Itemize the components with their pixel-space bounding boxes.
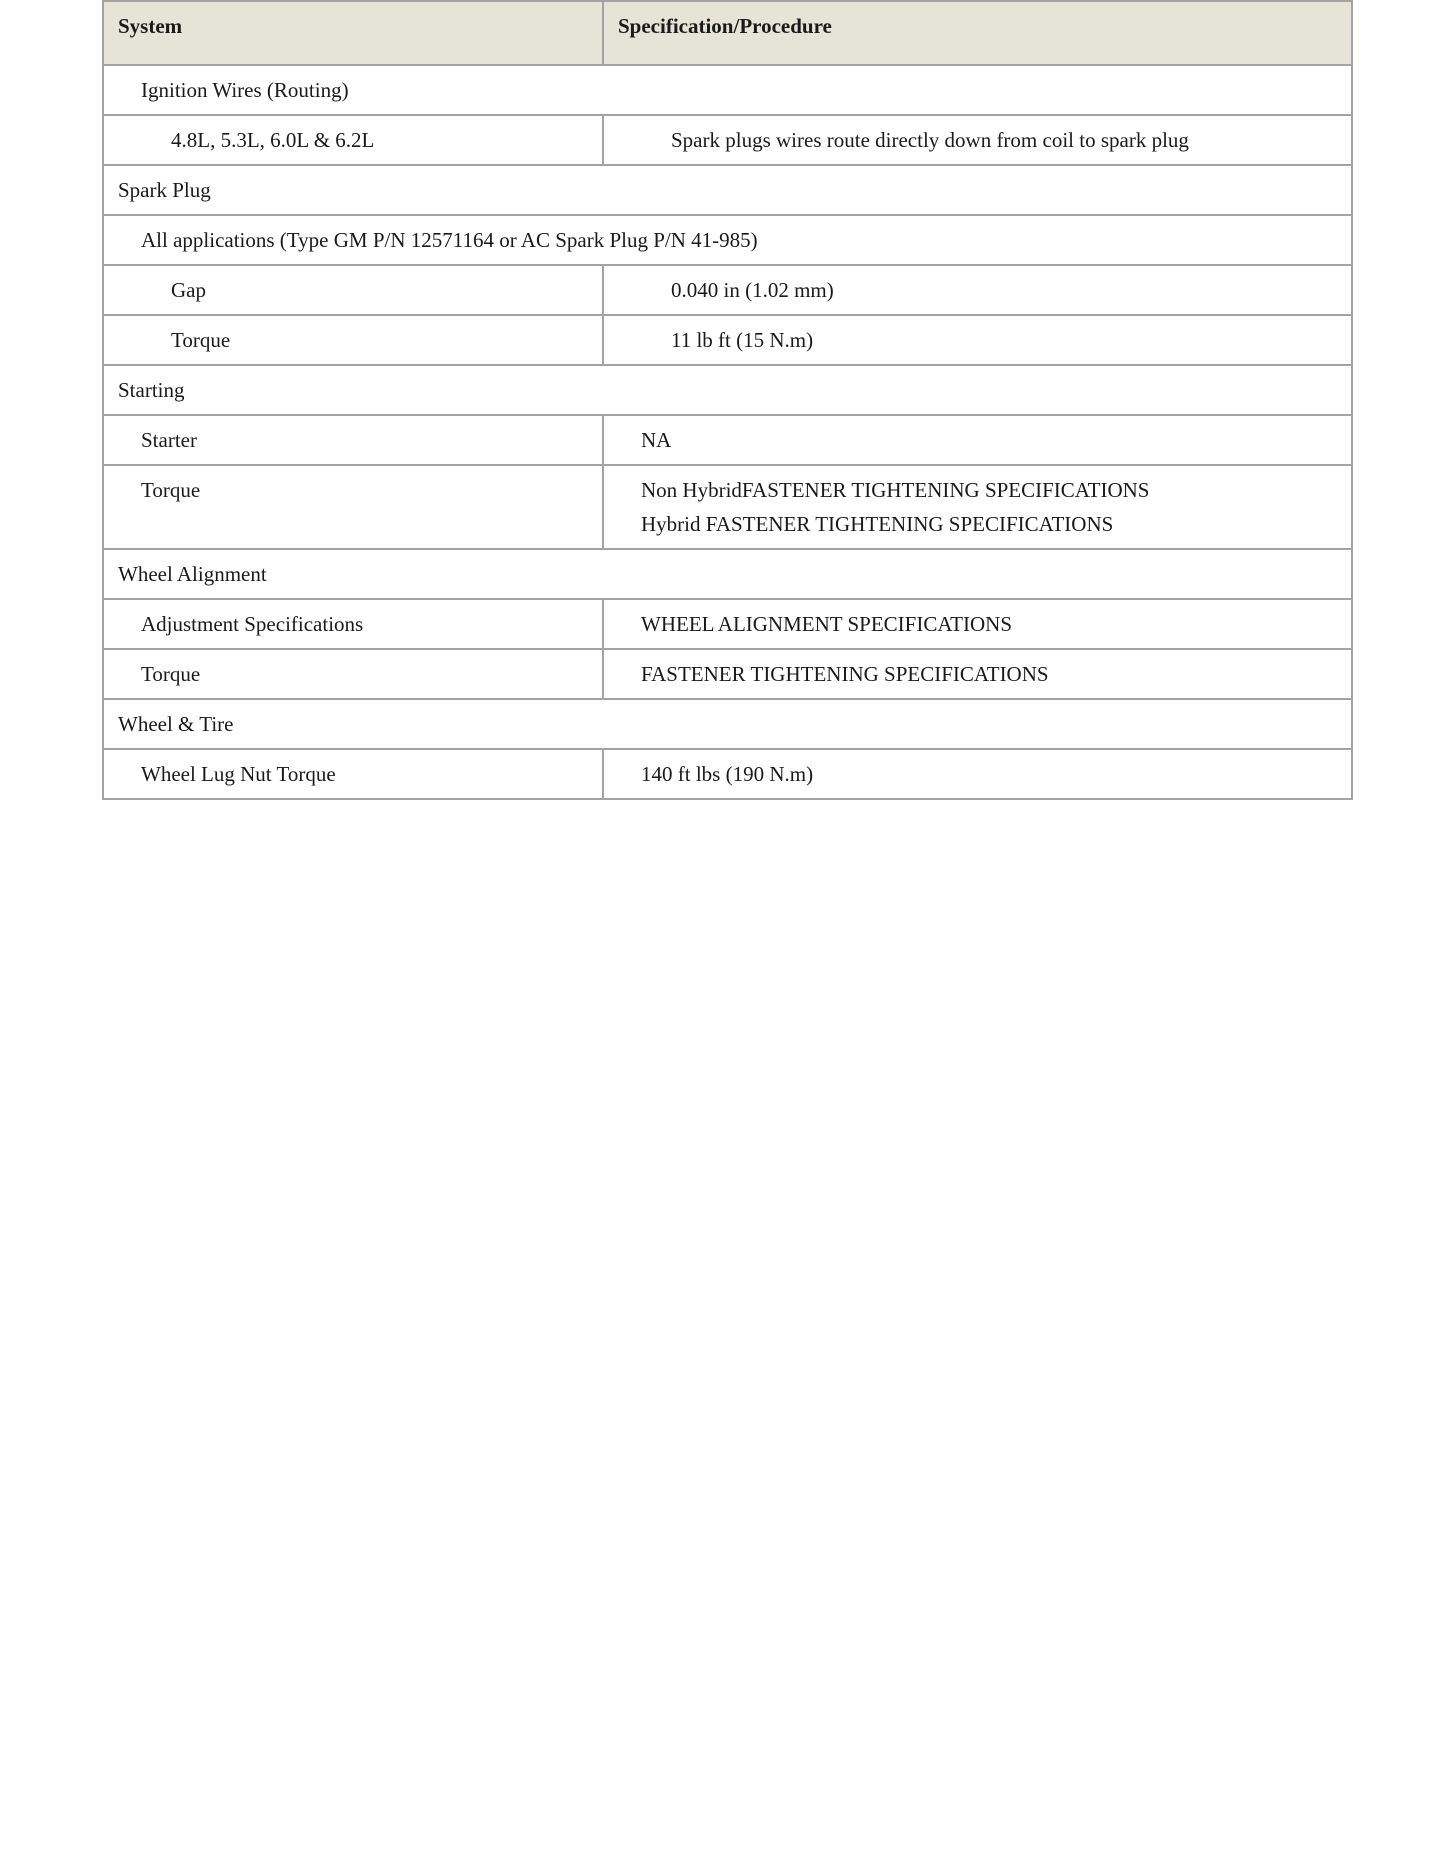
table-row xyxy=(103,115,1352,165)
table-row xyxy=(103,599,1352,649)
section-row xyxy=(103,165,1352,215)
section-row xyxy=(103,549,1352,599)
spec-link-non-hybrid: Non HybridFASTENER TIGHTENING SPECIFICATIONS xyxy=(641,478,1150,502)
row-value-gap: 0.040 in (1.02 mm) xyxy=(603,265,1352,315)
spec-link-hybrid: Hybrid FASTENER TIGHTENING SPECIFICATIONS xyxy=(641,512,1114,536)
table-row xyxy=(103,415,1352,465)
row-value-adjustment: WHEEL ALIGNMENT SPECIFICATIONS xyxy=(603,599,1352,649)
table-row xyxy=(103,265,1352,315)
row-value-engines: Spark plugs wires route directly down from coil to spark plug xyxy=(603,115,1352,165)
row-label-plug-torque: Torque xyxy=(103,315,603,365)
row-value-plug-torque: 11 lb ft (15 N.m) xyxy=(603,315,1352,365)
row-label-gap: Gap xyxy=(103,265,603,315)
row-label-alignment-torque: Torque xyxy=(103,649,603,699)
table-row xyxy=(103,649,1352,699)
table-row xyxy=(103,465,1352,549)
row-label-starter: Starter xyxy=(103,415,603,465)
header-specification: Specification/Procedure xyxy=(603,1,1352,65)
section-row xyxy=(103,365,1352,415)
table-header-row xyxy=(103,1,1352,65)
table-row xyxy=(103,315,1352,365)
row-value-lug-nut: 140 ft lbs (190 N.m) xyxy=(603,749,1352,799)
subsection-all-applications: All applications (Type GM P/N 12571164 or AC Spark Plug P/N 41-985) xyxy=(103,215,1352,265)
section-row xyxy=(103,215,1352,265)
specifications-table xyxy=(102,0,1353,800)
section-spark-plug: Spark Plug xyxy=(103,165,1352,215)
section-row xyxy=(103,65,1352,115)
row-value-alignment-torque: FASTENER TIGHTENING SPECIFICATIONS xyxy=(603,649,1352,699)
header-system: System xyxy=(103,1,603,65)
section-starting: Starting xyxy=(103,365,1352,415)
section-row xyxy=(103,699,1352,749)
section-wheel-alignment: Wheel Alignment xyxy=(103,549,1352,599)
row-value-starting-torque xyxy=(603,465,1352,549)
table-row xyxy=(103,749,1352,799)
row-label-lug-nut: Wheel Lug Nut Torque xyxy=(103,749,603,799)
row-label-adjustment: Adjustment Specifications xyxy=(103,599,603,649)
row-value-starter: NA xyxy=(603,415,1352,465)
subsection-ignition-wires: Ignition Wires (Routing) xyxy=(103,65,1352,115)
row-label-starting-torque: Torque xyxy=(103,465,603,549)
section-wheel-tire: Wheel & Tire xyxy=(103,699,1352,749)
row-label-engines: 4.8L, 5.3L, 6.0L & 6.2L xyxy=(103,115,603,165)
